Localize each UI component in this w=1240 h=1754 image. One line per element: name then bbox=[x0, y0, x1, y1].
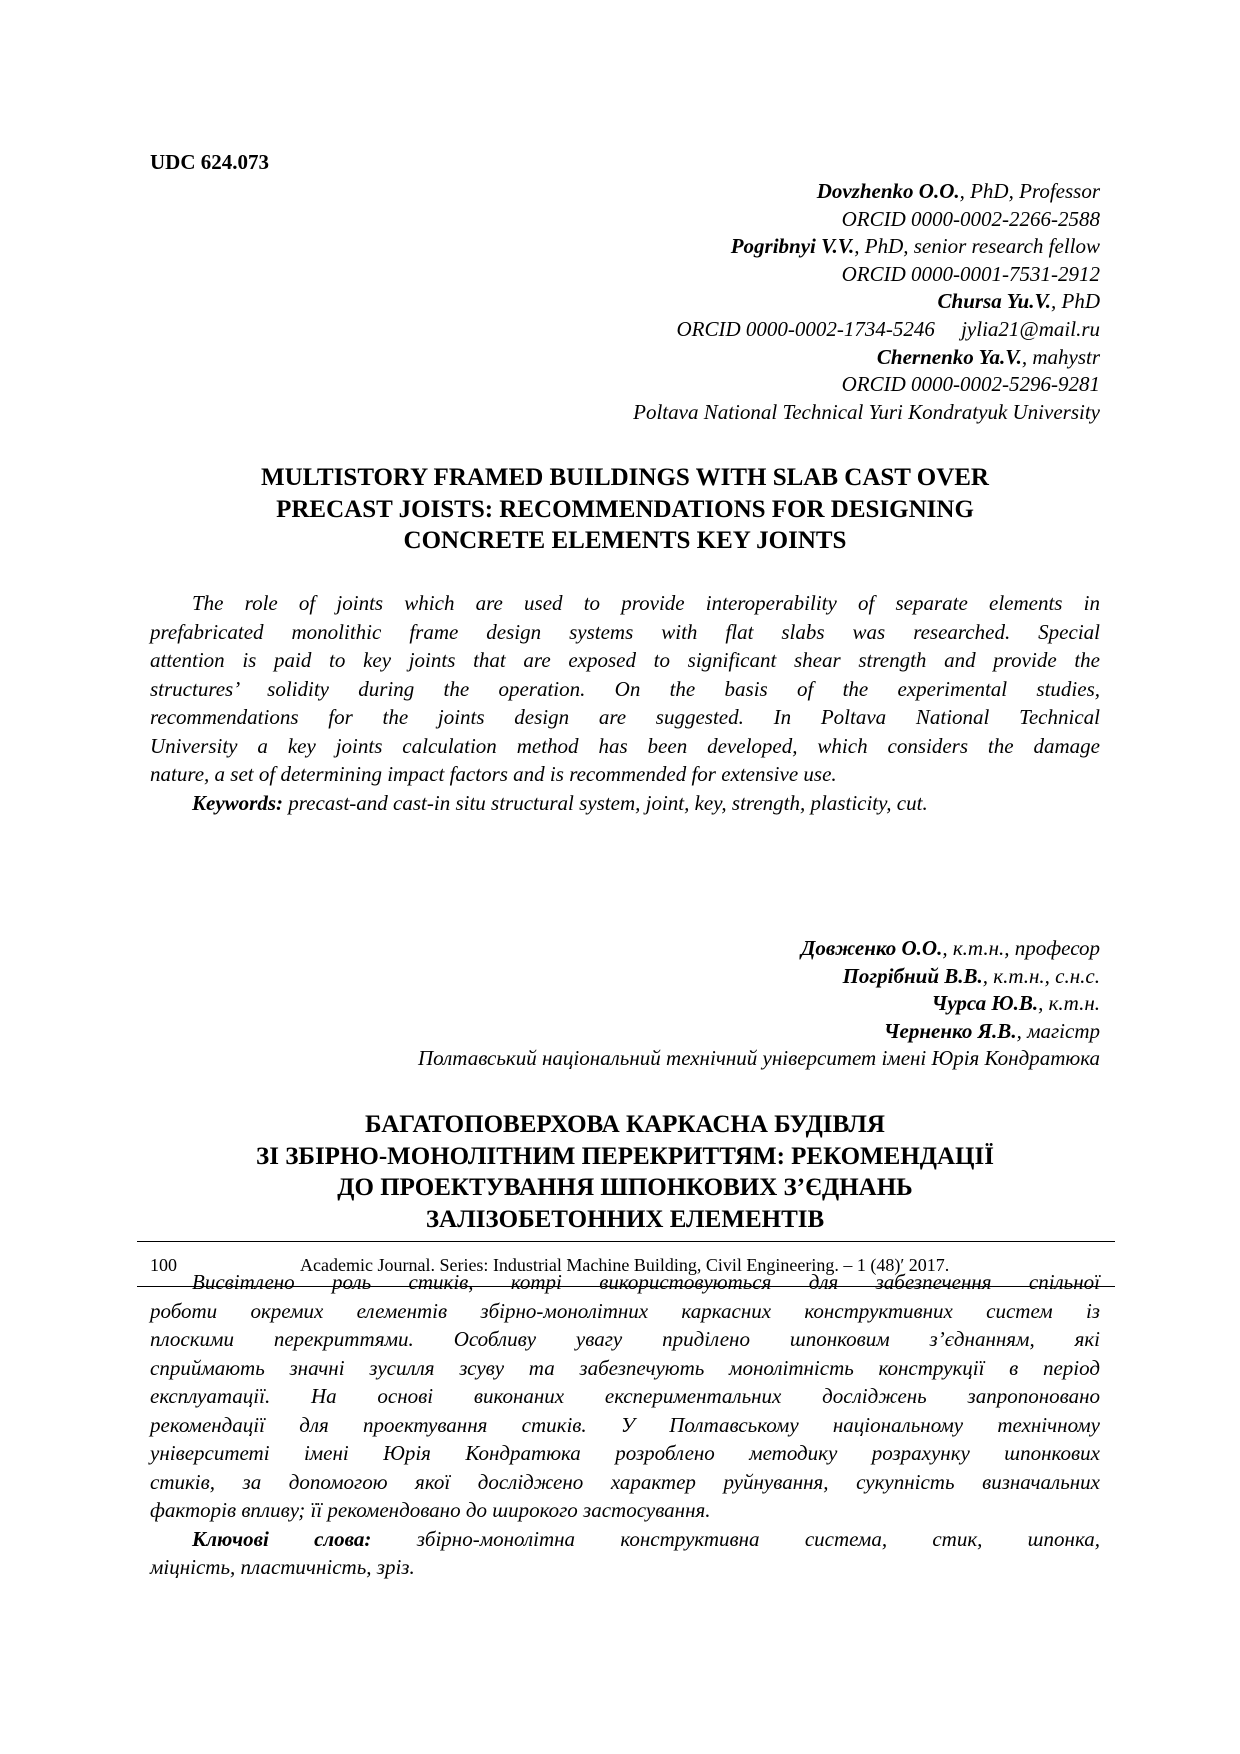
abstract-line: attention is paid to key joints that are exposed to significant shear strength and provide the bbox=[150, 648, 1100, 672]
keywords-line bbox=[150, 789, 1100, 818]
footer-bottom-rule bbox=[137, 1286, 1115, 1287]
abstract-line: The role of joints which are used to provide interoperability of separate elements in bbox=[192, 591, 1100, 615]
authors-en bbox=[300, 178, 1100, 426]
page-number: 100 bbox=[150, 1255, 177, 1275]
abstract-line: Висвітлено роль стиків, котрі використовуються для забезпечення спільної bbox=[192, 1270, 1100, 1294]
author-detail: Полтавський національний технічний університет імені Юрія Кондратюка bbox=[417, 1046, 1100, 1071]
abstract-line: University a key joints calculation method has been developed, which considers the damage bbox=[150, 733, 1100, 758]
author-detail: ORCID 0000-0002-2266-2588 bbox=[841, 206, 1100, 231]
keywords-line bbox=[150, 1553, 1100, 1582]
abstract-uk bbox=[150, 1268, 1100, 1582]
author-name: Чурса Ю.В. bbox=[931, 991, 1039, 1016]
author-detail: Poltava National Technical Yuri Kondratyuk University bbox=[633, 399, 1100, 424]
author-info: , к.т.н., професор bbox=[942, 936, 1100, 960]
author-line bbox=[300, 288, 1100, 316]
keywords-text: міцність, пластичність, зріз. bbox=[150, 1555, 415, 1579]
author-line bbox=[300, 344, 1100, 372]
title-line: ЗІ ЗБІРНО-МОНОЛІТНИМ ПЕРЕКРИТТЯМ: РЕКОМЕНДАЦІЇ bbox=[256, 1142, 994, 1170]
author-line bbox=[300, 206, 1100, 234]
author-name: Dovzhenko O.O. bbox=[816, 179, 960, 203]
abstract-line: prefabricated monolithic frame design systems with flat slabs was researched. Special bbox=[150, 619, 1100, 644]
keywords-text: збірно-монолітна конструктивна система, стик, шпонка, bbox=[371, 1526, 1100, 1551]
author-line bbox=[300, 178, 1100, 206]
journal-citation: Academic Journal. Series: Industrial Machine Building, Civil Engineering. – 1 (48)′ 2017. bbox=[300, 1255, 950, 1275]
author-name: Черненко Я.В. bbox=[883, 1018, 1017, 1043]
author-line bbox=[300, 261, 1100, 289]
author-line bbox=[300, 963, 1100, 991]
abstract-line: плоскими перекриттями. Особливу увагу приділено шпонковим з’єднанням, які bbox=[150, 1327, 1100, 1351]
author-name: Pogribnyi V.V. bbox=[730, 234, 855, 259]
author-info: , к.т.н. bbox=[1038, 991, 1100, 1016]
author-line bbox=[300, 990, 1100, 1018]
author-name: Довженко О.О. bbox=[800, 936, 943, 960]
abstract-line: recommendations for the joints design are suggested. In Poltava National Technical bbox=[150, 705, 1100, 729]
title-uk bbox=[130, 1109, 1120, 1235]
author-info: , PhD, senior research fellow bbox=[854, 234, 1100, 259]
title-en bbox=[130, 462, 1120, 557]
abstract-line: роботи окремих елементів збірно-монолітних каркасних конструктивних систем із bbox=[150, 1298, 1100, 1323]
author-line bbox=[300, 1018, 1100, 1046]
author-info: , PhD bbox=[1051, 289, 1100, 314]
author-line bbox=[300, 371, 1100, 399]
author-name: Chernenko Ya.V. bbox=[876, 344, 1022, 369]
title-line: MULTISTORY FRAMED BUILDINGS WITH SLAB CAST OVER bbox=[260, 464, 989, 491]
author-info: , магістр bbox=[1016, 1018, 1100, 1043]
title-line: БАГАТОПОВЕРХОВА КАРКАСНА БУДІВЛЯ bbox=[365, 1111, 885, 1138]
author-info: , к.т.н., с.н.с. bbox=[982, 963, 1100, 988]
abstract-line: факторів впливу; її рекомендовано до широкого застосування. bbox=[150, 1498, 711, 1522]
title-line: ЗАЛІЗОБЕТОННИХ ЕЛЕМЕНТІВ bbox=[425, 1205, 825, 1233]
keywords-label: Keywords: bbox=[192, 790, 283, 815]
author-name: Погрібний В.В. bbox=[842, 963, 983, 988]
author-line bbox=[300, 316, 1100, 344]
footer-top-rule bbox=[137, 1241, 1115, 1242]
abstract-line: nature, a set of determining impact factors and is recommended for extensive use. bbox=[150, 762, 837, 786]
author-line bbox=[300, 1045, 1100, 1073]
author-info: , PhD, Professor bbox=[959, 179, 1100, 203]
author-info: , mahystr bbox=[1021, 344, 1100, 369]
abstract-line: університеті імені Юрія Кондратюка розроблено методику розрахунку шпонкових bbox=[150, 1441, 1100, 1465]
authors-uk bbox=[300, 935, 1100, 1073]
keywords-label: Ключові слова: bbox=[192, 1526, 372, 1551]
author-detail: ORCID 0000-0002-1734-5246 jylia21@mail.ru bbox=[676, 316, 1100, 341]
abstract-line: сприймають значні зусилля зсуву та забезпечують монолітність конструкції в період bbox=[150, 1355, 1100, 1380]
author-line bbox=[300, 233, 1100, 261]
udc-code: UDC 624.073 bbox=[150, 150, 269, 174]
abstract-line: structures’ solidity during the operation. On the basis of the experimental studies, bbox=[150, 676, 1100, 701]
keywords-text: precast-and cast-in situ structural system, joint, key, strength, plasticity, cut. bbox=[283, 790, 928, 815]
abstract-line: стиків, за допомогою якої досліджено характер руйнування, сукупність визначальних bbox=[150, 1469, 1100, 1494]
author-name: Chursa Yu.V. bbox=[937, 289, 1051, 314]
author-detail: ORCID 0000-0001-7531-2912 bbox=[841, 261, 1100, 286]
title-line: ДО ПРОЕКТУВАННЯ ШПОНКОВИХ З’ЄДНАНЬ bbox=[337, 1174, 913, 1201]
author-line bbox=[300, 935, 1100, 963]
abstract-en bbox=[150, 589, 1100, 817]
keywords-line bbox=[150, 1525, 1100, 1554]
author-line bbox=[300, 399, 1100, 427]
title-line: PRECAST JOISTS: RECOMMENDATIONS FOR DESIGNING bbox=[276, 495, 974, 523]
abstract-line: експлуатації. На основі виконаних експериментальних досліджень запропоновано bbox=[150, 1384, 1100, 1408]
abstract-line: рекомендації для проектування стиків. У Полтавському національному технічному bbox=[150, 1412, 1100, 1437]
author-detail: ORCID 0000-0002-5296-9281 bbox=[841, 372, 1100, 397]
title-line: CONCRETE ELEMENTS KEY JOINTS bbox=[403, 527, 847, 554]
